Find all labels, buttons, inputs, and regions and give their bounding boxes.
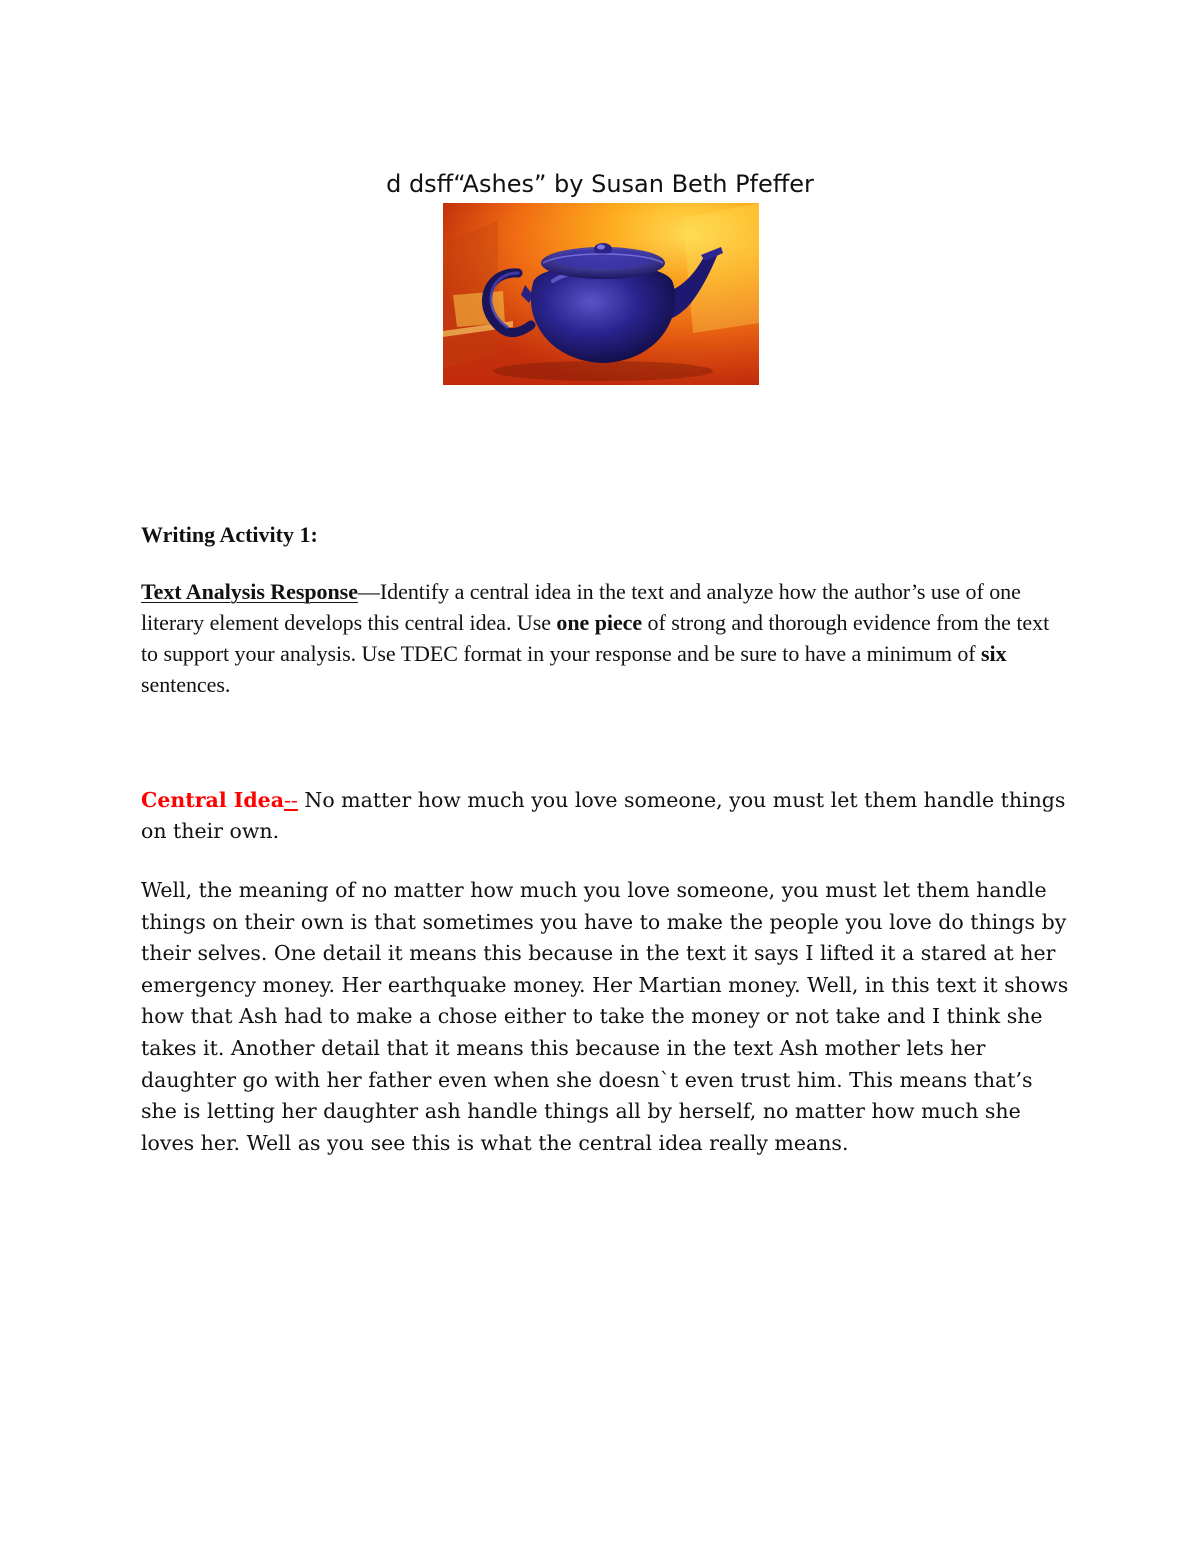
central-idea-statement xyxy=(141,785,1066,847)
prompt-text-1: —Identify a central idea in the text and analyze how the author’s use of one literary element develops this central idea. Use xyxy=(141,579,1021,635)
prompt-text-3: sentences. xyxy=(141,672,231,697)
central-idea-text: No matter how much you love someone, you must let them handle things on their own. xyxy=(141,788,1066,843)
central-idea-separator: -- xyxy=(284,788,298,812)
prompt-emphasis-six: six xyxy=(981,641,1007,666)
document-title: d dsff“Ashes” by Susan Beth Pfeffer xyxy=(386,170,814,198)
teapot-image xyxy=(443,203,759,385)
central-idea-label: Central Idea xyxy=(141,788,284,812)
assignment-prompt xyxy=(141,576,1066,700)
response-paragraph: Well, the meaning of no matter how much you love someone, you must let them handle things on their own is that sometimes you have to make the people you love do things by their selves. One detail it means this because in the text it says I lifted it a stared at her emergency money. Her earthquake money. Her Martian money. Well, in this text it shows how that Ash had to make a chose either to take the money or not take and I think she takes it. Another detail that it means this because in the text Ash mother lets her daughter go with her father even when she doesn`t even trust him. This means that’s she is letting her daughter ash handle things all by herself, no matter how much she loves her. Well as you see this is what the central idea really means. xyxy=(141,878,1069,1155)
prompt-text-2: of strong and thorough evidence from the text to support your analysis. Use TDEC format in your response and be sure to have a minimum of xyxy=(141,610,1050,666)
prompt-emphasis-one-piece: one piece xyxy=(556,610,643,635)
writing-activity-heading: Writing Activity 1: xyxy=(141,522,318,547)
prompt-term: Text Analysis Response xyxy=(141,579,358,604)
